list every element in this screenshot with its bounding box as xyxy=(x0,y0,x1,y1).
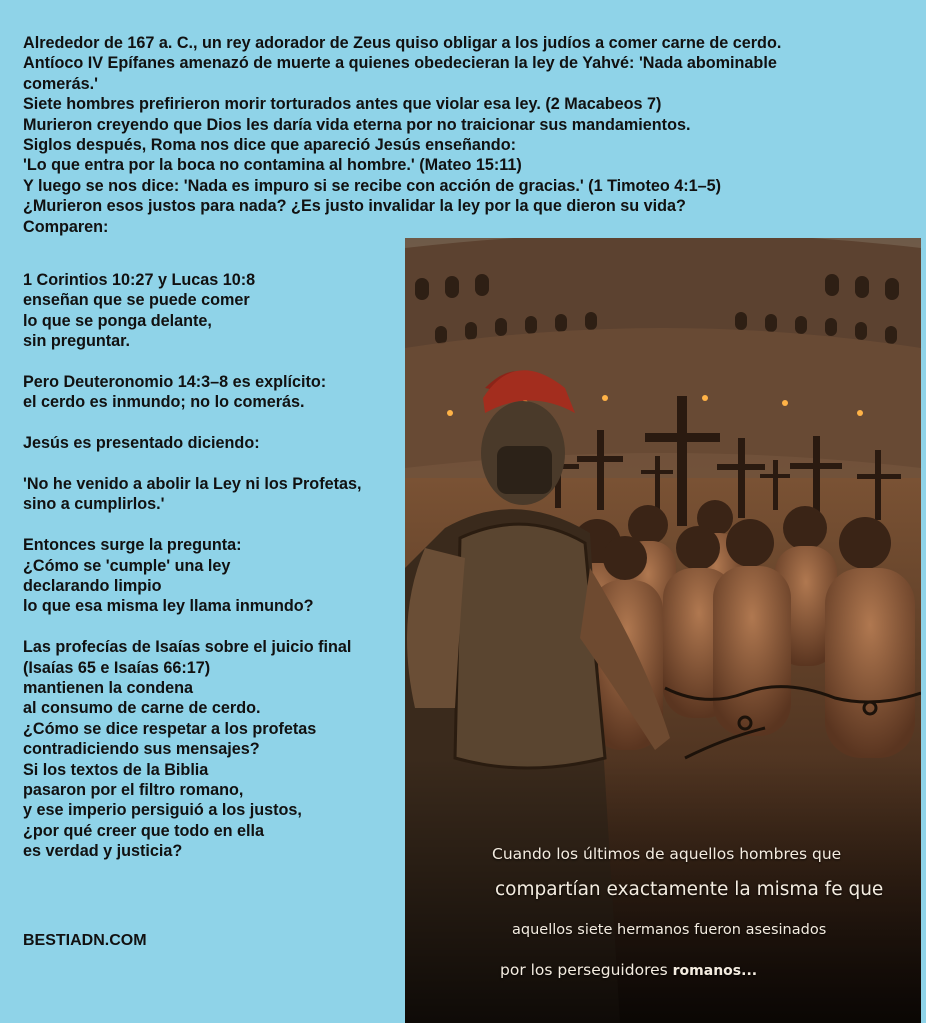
argument-line: lo que se ponga delante, xyxy=(23,311,212,330)
intro-line: Siete hombres prefirieron morir torturados antes que violar esa ley. (2 Macabeos 7) xyxy=(23,95,662,114)
intro-line: ¿Murieron esos justos para nada? ¿Es justo invalidar la ley por la que dieron su vida? xyxy=(23,197,686,216)
argument-line: Entonces surge la pregunta: xyxy=(23,536,242,555)
intro-line: Comparen: xyxy=(23,217,109,236)
argument-column xyxy=(23,270,403,862)
site-link[interactable]: BESTIADN.COM xyxy=(23,932,147,949)
caption-line-4 xyxy=(500,961,757,979)
argument-line: (Isaías 65 e Isaías 66:17) xyxy=(23,658,211,677)
caption-line-1: Cuando los últimos de aquellos hombres que xyxy=(492,845,842,863)
intro-line: Y luego se nos dice: 'Nada es impuro si se recibe con acción de gracias.' (1 Timoteo 4:1–5) xyxy=(23,176,722,195)
argument-line: ¿Cómo se 'cumple' una ley xyxy=(23,556,231,575)
argument-line: sin preguntar. xyxy=(23,332,131,351)
argument-line: declarando limpio xyxy=(23,577,162,596)
intro-line: 'Lo que entra por la boca no contamina al hombre.' (Mateo 15:11) xyxy=(23,156,522,175)
argument-line: Jesús es presentado diciendo: xyxy=(23,434,260,453)
caption-line-4-text: por los perseguidores xyxy=(500,961,668,979)
argument-line: al consumo de carne de cerdo. xyxy=(23,699,261,718)
argument-line: Las profecías de Isaías sobre el juicio final xyxy=(23,638,352,657)
argument-line: enseñan que se puede comer xyxy=(23,291,250,310)
argument-line: y ese imperio persiguió a los justos, xyxy=(23,801,302,820)
intro-line: Siglos después, Roma nos dice que apareció Jesús enseñando: xyxy=(23,136,516,155)
intro-text xyxy=(23,33,913,237)
argument-line: sino a cumplirlos.' xyxy=(23,495,165,514)
paragraph-gap xyxy=(23,515,403,535)
argument-line: contradiciendo sus mensajes? xyxy=(23,740,260,759)
argument-line: el cerdo es inmundo; no lo comerás. xyxy=(23,393,305,412)
argument-line: pasaron por el filtro romano, xyxy=(23,781,244,800)
argument-line: lo que esa misma ley llama inmundo? xyxy=(23,597,314,616)
paragraph-gap xyxy=(23,454,403,474)
colosseum-illustration xyxy=(405,238,921,1023)
argument-line: Si los textos de la Biblia xyxy=(23,760,209,779)
caption-line-4-bold: romanos... xyxy=(672,963,758,979)
caption-line-2: compartían exactamente la misma fe que xyxy=(495,879,884,900)
argument-line: 'No he venido a abolir la Ley ni los Profetas, xyxy=(23,475,362,494)
argument-line: ¿Cómo se dice respetar a los profetas xyxy=(23,719,317,738)
paragraph-gap xyxy=(23,352,403,372)
paragraph-gap xyxy=(23,413,403,433)
intro-line: comerás.' xyxy=(23,74,98,93)
intro-line: Alrededor de 167 a. C., un rey adorador de Zeus quiso obligar a los judíos a comer carne de cerdo. xyxy=(23,34,782,52)
caption-line-3: aquellos siete hermanos fueron asesinados xyxy=(512,922,827,938)
argument-line: es verdad y justicia? xyxy=(23,842,183,861)
paragraph-gap xyxy=(23,617,403,637)
intro-line: Antíoco IV Epífanes amenazó de muerte a quienes obedecieran la ley de Yahvé: 'Nada abominable xyxy=(23,54,777,73)
illustration-graphic xyxy=(405,238,921,1023)
argument-line: 1 Corintios 10:27 y Lucas 10:8 xyxy=(23,271,256,289)
intro-line: Murieron creyendo que Dios les daría vida eterna por no traicionar sus mandamientos. xyxy=(23,115,691,134)
argument-line: mantienen la condena xyxy=(23,679,194,698)
argument-line: Pero Deuteronomio 14:3–8 es explícito: xyxy=(23,373,327,392)
argument-line: ¿por qué creer que todo en ella xyxy=(23,821,265,840)
